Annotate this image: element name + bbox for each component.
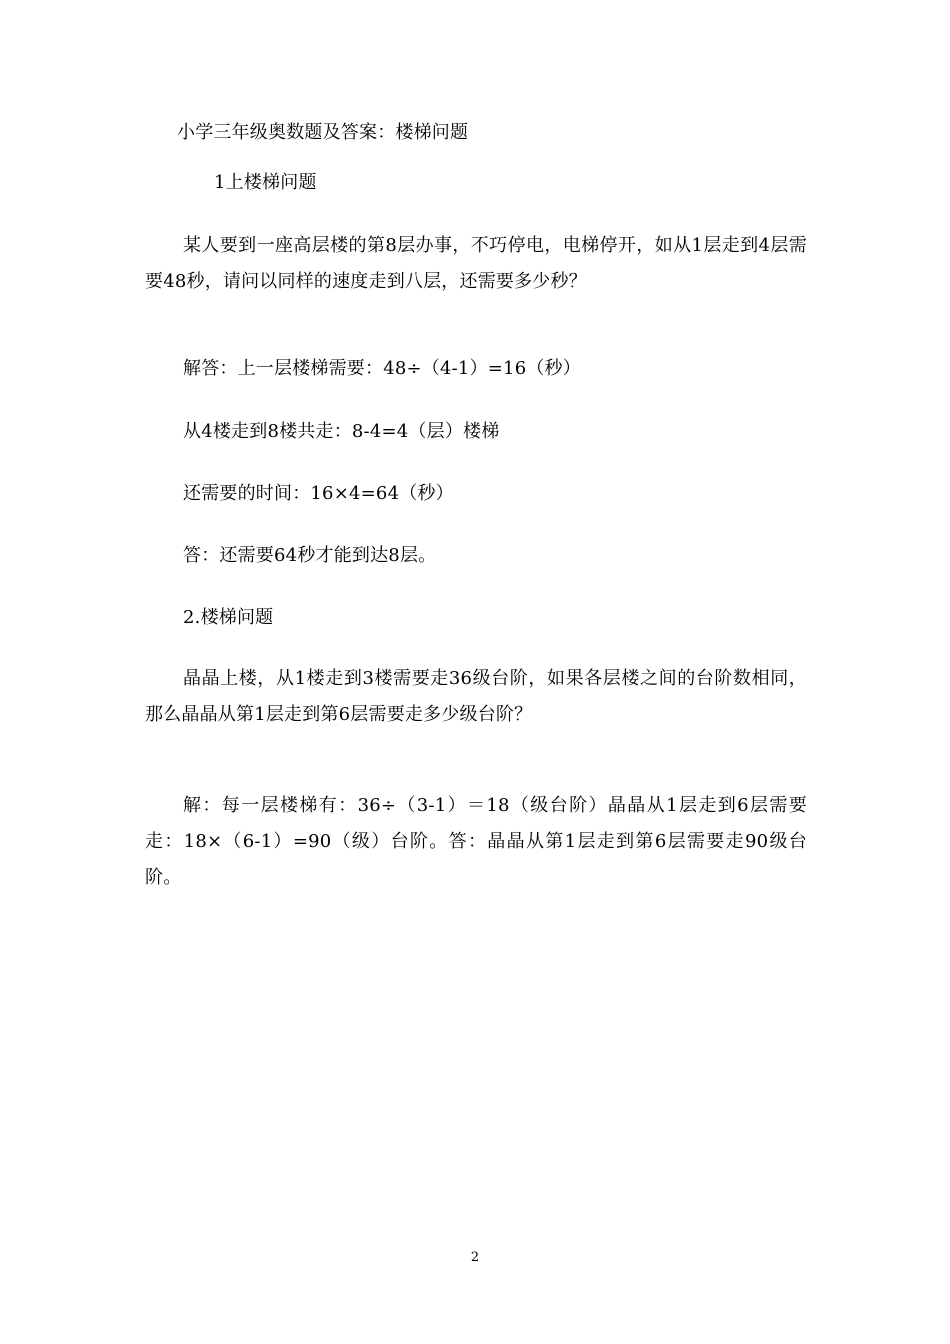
document-title: 小学三年级奥数题及答案：楼梯问题 <box>177 122 469 143</box>
section2-problem: 晶晶上楼，从1楼走到3楼需要走36级台阶，如果各层楼之间的台阶数相同，那么晶晶从第1层走到第6层需要走多少级台阶？ <box>145 668 807 725</box>
section1-answer-line-4: 答：还需要64秒才能到达8层。 <box>183 545 437 566</box>
section2-solution: 解：每一层楼梯有：36÷（3-1）＝18（级台阶）晶晶从1层走到6层需要走：18×（6-1）=90（级）台阶。答：晶晶从第1层走到第6层需要走90级台阶。 <box>145 795 807 888</box>
section1-answer-line-2: 从4楼走到8楼共走：8-4=4（层）楼梯 <box>183 421 500 442</box>
section2-heading: 2.楼梯问题 <box>183 607 274 628</box>
section1-answer-line-3: 还需要的时间：16×4=64（秒） <box>183 483 454 504</box>
section1-answer-line-1: 解答：上一层楼梯需要：48÷（4-1）=16（秒） <box>183 358 581 379</box>
section1-heading: 1上楼梯问题 <box>214 172 317 193</box>
page-number: 2 <box>470 1250 480 1265</box>
section1-problem: 某人要到一座高层楼的第8层办事，不巧停电，电梯停开，如从1层走到4层需要48秒，请问以同样的速度走到八层，还需要多少秒？ <box>145 235 807 292</box>
